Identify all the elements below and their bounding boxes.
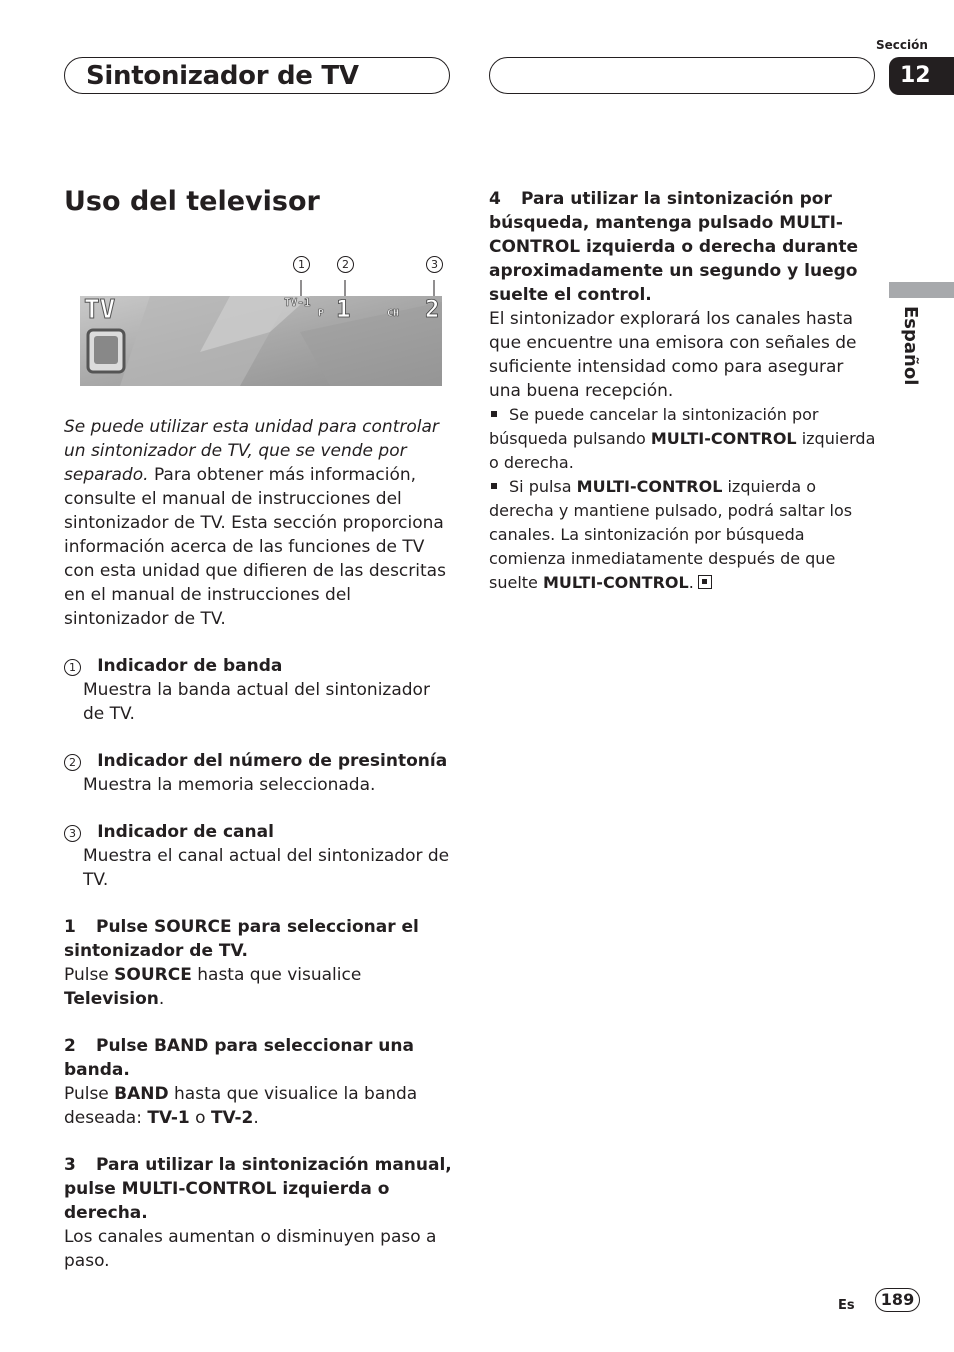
- language-tab-bar: [889, 282, 954, 298]
- indicator-2-label: Indicador del número de presintonía: [97, 751, 448, 771]
- lcd-source: TV: [84, 295, 116, 325]
- header-blank-frame: [489, 57, 875, 94]
- indicator-1-title: [64, 654, 452, 678]
- indicator-2-title: [64, 749, 452, 773]
- band-key: BAND: [114, 1084, 169, 1104]
- callout-2: 2: [337, 256, 354, 273]
- multi-control-key: MULTI-CONTROL: [542, 573, 689, 592]
- television-label: Television: [64, 989, 159, 1009]
- step-2-title: [64, 1034, 452, 1082]
- indicator-1-desc: Muestra la banda actual del sintonizador de TV.: [83, 680, 430, 724]
- indicator-3-title: [64, 820, 452, 844]
- indicator-2-number: 2: [64, 754, 81, 771]
- callout-1: 1: [293, 256, 310, 273]
- step-1-number: 1: [64, 917, 76, 937]
- step-3-number: 3: [64, 1155, 76, 1175]
- end-of-section-icon: [698, 575, 712, 589]
- page-number: 189: [875, 1288, 920, 1312]
- step-4-text: Para utilizar la sintonización por búsqueda, mantenga pulsado MULTI-CONTROL izquierda o derecha durante aproximadamente un segundo y luego suelte el control.: [489, 189, 859, 305]
- indicator-2-desc: Muestra la memoria seleccionada.: [83, 775, 376, 795]
- source-key: SOURCE: [114, 965, 192, 985]
- indicator-1-label: Indicador de banda: [97, 656, 283, 676]
- tv-set-icon: [88, 330, 124, 372]
- tv2-label: TV-2: [210, 1108, 254, 1128]
- callout-3: 3: [426, 256, 443, 273]
- step-3-body: Los canales aumentan o disminuyen paso a paso.: [64, 1227, 437, 1271]
- header-title: Sintonizador de TV: [86, 61, 359, 91]
- bullet-icon: [491, 411, 497, 417]
- indicator-3-label: Indicador de canal: [97, 822, 274, 842]
- lcd-ch-label: CH: [387, 308, 400, 319]
- left-column: [64, 415, 452, 1273]
- intro-paragraph: [64, 415, 452, 631]
- lcd-band: TV-1: [284, 296, 311, 309]
- step-4-note-2: Si pulsa MULTI-CONTROL izquierda o derecha y mantiene pulsado, podrá saltar los canales. La sintonización por búsqueda comienza inmediatamente después de que suelte MULTI-CONTROL.: [489, 477, 853, 592]
- step-1-body: Pulse SOURCE hasta que visualice Television.: [64, 965, 362, 1009]
- bullet-icon: [491, 483, 497, 489]
- step-1-title: [64, 915, 452, 963]
- tv-display-illustration: [80, 272, 442, 387]
- tv1-label: TV-1: [147, 1108, 190, 1128]
- step-4-number: 4: [489, 189, 501, 209]
- intro-italic: Se puede utilizar esta unidad para controlar un sintonizador de TV, que se vende por separado.: [64, 417, 439, 485]
- step-4-title: [489, 187, 877, 307]
- language-tab-label: Español: [900, 306, 921, 386]
- indicator-1-number: 1: [64, 659, 81, 676]
- indicator-3-number: 3: [64, 825, 81, 842]
- lcd-preset: 1: [336, 295, 351, 323]
- step-2-body: Pulse BAND hasta que visualice la banda deseada: TV-1 o TV-2.: [64, 1084, 418, 1128]
- intro-body: Para obtener más información, consulte el manual de instrucciones del sintonizador de TV. Esta sección proporciona información acerca de las funciones de TV con esta unidad que difieren de las descritas en el manual de instrucciones del sintonizador de TV.: [64, 465, 446, 629]
- step-4-body: El sintonizador explorará los canales hasta que encuentre una emisora con señales de suficiente intensidad como para asegurar una buena recepción.: [489, 309, 857, 401]
- section-label: Sección: [876, 38, 928, 52]
- indicator-3-desc: Muestra el canal actual del sintonizador de TV.: [83, 846, 450, 890]
- lcd-preset-marker: P: [318, 308, 325, 319]
- lcd-channel: 2: [425, 295, 440, 323]
- right-column: [489, 187, 877, 595]
- footer-language: Es: [838, 1298, 855, 1313]
- page-title: Uso del televisor: [64, 186, 320, 217]
- multi-control-key: MULTI-CONTROL: [650, 429, 797, 448]
- step-2-number: 2: [64, 1036, 76, 1056]
- step-4-note-1: Se puede cancelar la sintonización por búsqueda pulsando MULTI-CONTROL izquierda o derecha.: [489, 405, 876, 472]
- step-1-text: Pulse SOURCE para seleccionar el sintonizador de TV.: [64, 917, 419, 961]
- multi-control-key: MULTI-CONTROL: [576, 477, 723, 496]
- section-number-badge: 12: [889, 57, 954, 95]
- step-3-text: Para utilizar la sintonización manual, pulse MULTI-CONTROL izquierda o derecha.: [64, 1155, 452, 1223]
- step-3-title: [64, 1153, 452, 1225]
- step-2-text: Pulse BAND para seleccionar una banda.: [64, 1036, 414, 1080]
